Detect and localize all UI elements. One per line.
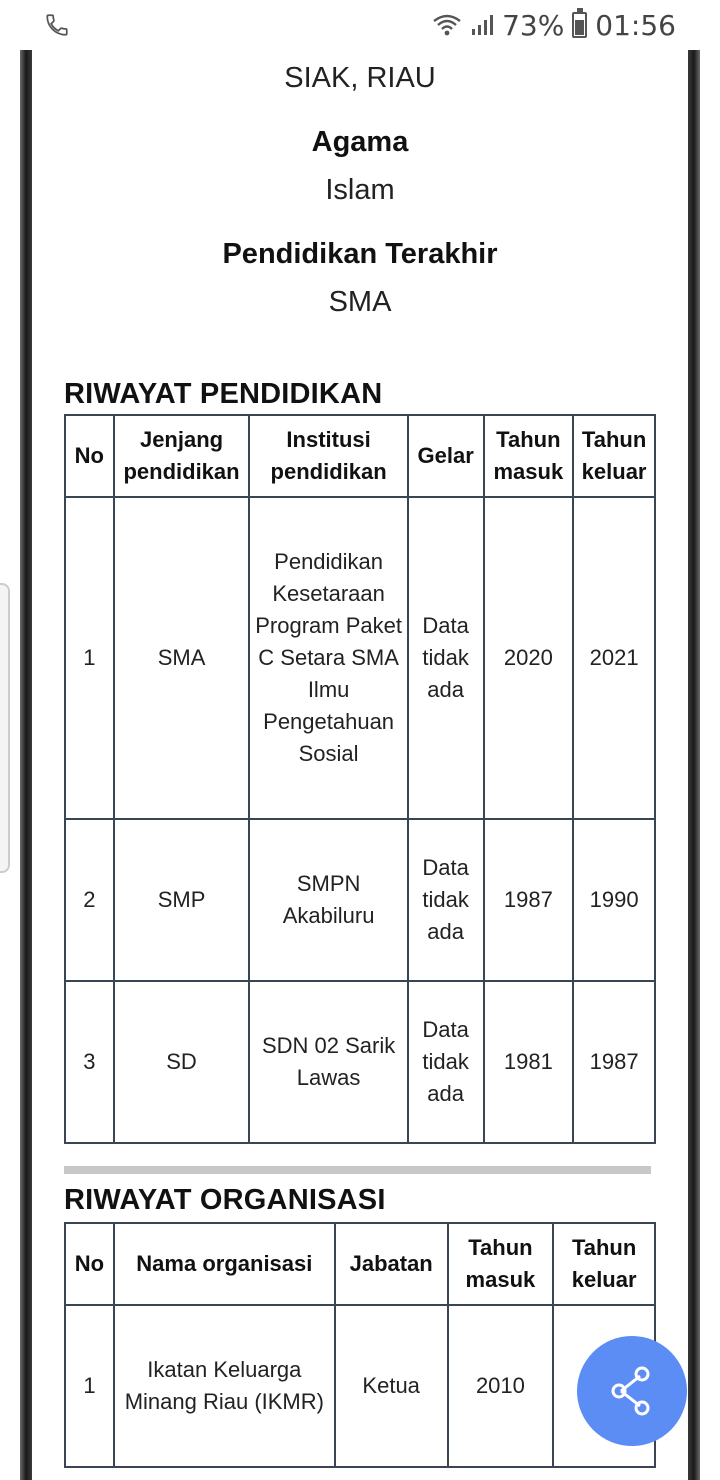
cell-degree: Data tidak ada bbox=[408, 819, 484, 981]
cell-position: Ketua bbox=[335, 1305, 448, 1467]
header-year-out: Tahun keluar bbox=[553, 1223, 655, 1305]
battery-percent: 73% bbox=[502, 8, 565, 42]
table-row bbox=[65, 1305, 655, 1467]
cell-level: SD bbox=[114, 981, 250, 1143]
last-education-value: SMA bbox=[328, 286, 392, 318]
education-table bbox=[64, 414, 656, 1144]
status-bar bbox=[0, 0, 720, 50]
cell-no: 3 bbox=[65, 981, 114, 1143]
signal-icon bbox=[470, 13, 494, 37]
table-row bbox=[65, 819, 655, 981]
profile-info bbox=[64, 58, 656, 322]
header-year-in: Tahun masuk bbox=[484, 415, 574, 497]
cell-degree: Data tidak ada bbox=[408, 981, 484, 1143]
religion-label: Agama bbox=[311, 126, 409, 158]
header-year-in: Tahun masuk bbox=[448, 1223, 554, 1305]
cell-institution: SDN 02 Sarik Lawas bbox=[249, 981, 407, 1143]
header-level: Jenjang pendidikan bbox=[114, 415, 250, 497]
cell-year-out: 1987 bbox=[573, 981, 655, 1143]
cell-no: 1 bbox=[65, 497, 114, 819]
wifi-icon bbox=[432, 13, 462, 37]
education-section-title: RIWAYAT PENDIDIKAN bbox=[64, 378, 383, 410]
cell-year-in: 2010 bbox=[448, 1305, 554, 1467]
header-no: No bbox=[65, 415, 114, 497]
cell-institution: SMPN Akabiluru bbox=[249, 819, 407, 981]
cell-no: 1 bbox=[65, 1305, 114, 1467]
header-year-out: Tahun keluar bbox=[573, 415, 655, 497]
cell-year-out: 2021 bbox=[573, 497, 655, 819]
table-row bbox=[65, 981, 655, 1143]
cell-level: SMA bbox=[114, 497, 250, 819]
frame-border-left bbox=[20, 48, 32, 1480]
phone-icon bbox=[44, 12, 70, 38]
table-header-row bbox=[65, 415, 655, 497]
clock-time: 01:56 bbox=[595, 8, 676, 42]
organization-section-title: RIWAYAT ORGANISASI bbox=[64, 1184, 386, 1216]
cell-no: 2 bbox=[65, 819, 114, 981]
header-org-name: Nama organisasi bbox=[114, 1223, 335, 1305]
header-no: No bbox=[65, 1223, 114, 1305]
religion-value: Islam bbox=[325, 174, 395, 206]
edge-panel-handle[interactable] bbox=[0, 583, 10, 873]
battery-icon bbox=[572, 12, 587, 38]
share-icon bbox=[610, 1366, 654, 1416]
birthplace-value: SIAK, RIAU bbox=[284, 62, 436, 94]
cell-institution: Pendidikan Kesetaraan Program Paket C Setara SMA Ilmu Pengetahuan Sosial bbox=[249, 497, 407, 819]
header-institution: Institusi pendidikan bbox=[249, 415, 407, 497]
section-divider bbox=[64, 1166, 651, 1174]
organization-table bbox=[64, 1222, 656, 1468]
cell-year-out: 1990 bbox=[573, 819, 655, 981]
cell-year-in: 1987 bbox=[484, 819, 574, 981]
cell-org-name: Ikatan Keluarga Minang Riau (IKMR) bbox=[114, 1305, 335, 1467]
header-degree: Gelar bbox=[408, 415, 484, 497]
cell-level: SMP bbox=[114, 819, 250, 981]
last-education-label: Pendidikan Terakhir bbox=[222, 238, 498, 270]
frame-border-right bbox=[688, 48, 700, 1480]
table-header-row bbox=[65, 1223, 655, 1305]
cell-year-in: 1981 bbox=[484, 981, 574, 1143]
organization-section bbox=[64, 1180, 656, 1468]
share-button[interactable] bbox=[577, 1336, 687, 1446]
profile-content bbox=[64, 48, 656, 1144]
cell-degree: Data tidak ada bbox=[408, 497, 484, 819]
table-row bbox=[65, 497, 655, 819]
cell-year-in: 2020 bbox=[484, 497, 574, 819]
header-position: Jabatan bbox=[335, 1223, 448, 1305]
